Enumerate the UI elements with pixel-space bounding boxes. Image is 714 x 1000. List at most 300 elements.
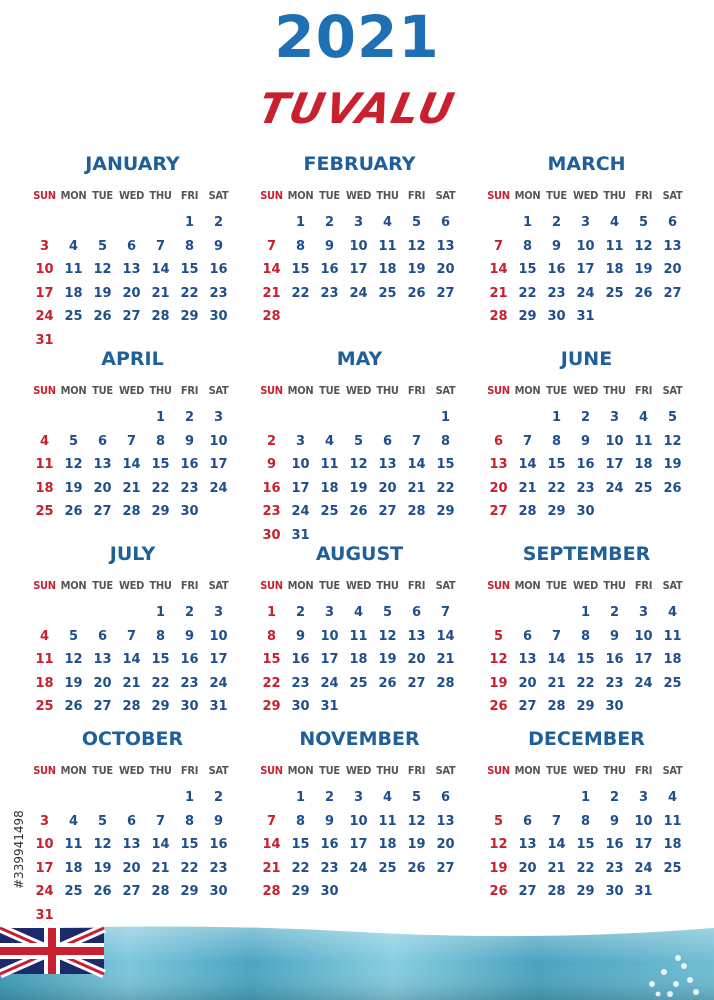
day-cell: 15 xyxy=(291,837,310,852)
day-cell: 6 xyxy=(411,605,422,620)
day-cell: 8 xyxy=(295,813,306,829)
day-cell: 12 xyxy=(64,652,83,667)
day-cell: 9 xyxy=(295,628,306,644)
weekday-header-tue: TUE xyxy=(92,189,113,202)
day-cell: 14 xyxy=(547,837,566,852)
month-name: NOVEMBER xyxy=(299,728,420,750)
day-cell: 15 xyxy=(518,262,537,277)
day-cell: 15 xyxy=(180,837,199,852)
day-cell: 18 xyxy=(64,285,83,301)
day-cell: 21 xyxy=(436,652,455,667)
day-cell: 8 xyxy=(184,813,195,829)
day-cell: 15 xyxy=(291,262,310,277)
day-cell: 23 xyxy=(605,860,624,876)
day-cell: 27 xyxy=(407,675,426,691)
day-cell: 12 xyxy=(407,238,426,254)
day-cell: 28 xyxy=(547,884,566,899)
day-cell: 27 xyxy=(378,504,397,519)
day-cell: 3 xyxy=(580,215,591,230)
day-cell: 30 xyxy=(605,699,624,714)
day-cell: 23 xyxy=(320,285,339,301)
day-cell: 7 xyxy=(126,628,137,644)
day-cell: 24 xyxy=(35,309,54,324)
weekday-header-thu: THU xyxy=(376,764,399,777)
weekday-header-thu: THU xyxy=(603,189,626,202)
day-cell: 9 xyxy=(580,433,591,449)
day-cell: 26 xyxy=(93,884,112,899)
weekday-header-fri: FRI xyxy=(634,764,653,777)
day-cell: 1 xyxy=(580,605,591,620)
day-cell: 29 xyxy=(291,884,310,899)
day-cell: 10 xyxy=(209,433,228,449)
day-cell: 11 xyxy=(634,433,653,449)
day-cell: 30 xyxy=(576,504,595,519)
day-cell: 1 xyxy=(580,790,591,805)
day-cell: 27 xyxy=(436,285,455,301)
day-cell: 6 xyxy=(97,433,108,449)
day-cell: 22 xyxy=(180,860,199,876)
day-cell: 13 xyxy=(93,652,112,667)
day-cell: 7 xyxy=(266,813,277,829)
day-cell: 27 xyxy=(93,504,112,519)
weekday-header-sat: SAT xyxy=(435,579,456,592)
day-cell: 12 xyxy=(407,813,426,829)
weekday-header-sat: SAT xyxy=(435,189,456,202)
day-cell: 9 xyxy=(609,813,620,829)
day-cell: 1 xyxy=(184,790,195,805)
weekday-header-wed: WED xyxy=(119,189,144,202)
day-cell: 2 xyxy=(580,410,591,425)
day-cell: 22 xyxy=(291,285,310,301)
day-cell: 19 xyxy=(93,860,112,876)
day-cell: 20 xyxy=(518,675,537,691)
day-cell: 24 xyxy=(209,480,228,496)
day-cell: 14 xyxy=(407,457,426,472)
day-cell: 23 xyxy=(262,504,281,519)
day-cell: 5 xyxy=(97,238,108,254)
day-cell: 10 xyxy=(35,262,54,277)
country-title: TUVALU xyxy=(254,84,461,133)
day-cell: 11 xyxy=(64,837,83,852)
day-cell: 22 xyxy=(436,480,455,496)
day-cell: 30 xyxy=(209,884,228,899)
day-cell: 25 xyxy=(634,480,653,496)
day-cell: 11 xyxy=(349,628,368,644)
day-cell: 19 xyxy=(489,675,508,691)
day-cell: 1 xyxy=(440,410,451,425)
day-cell: 19 xyxy=(407,837,426,852)
weekday-header-tue: TUE xyxy=(546,189,567,202)
day-cell: 5 xyxy=(97,813,108,829)
day-cell: 22 xyxy=(576,860,595,876)
day-cell: 1 xyxy=(184,215,195,230)
stock-id-watermark: #339941498 xyxy=(12,810,26,890)
day-cell: 10 xyxy=(320,628,339,644)
day-cell: 2 xyxy=(213,790,224,805)
weekday-header-sat: SAT xyxy=(208,764,229,777)
day-cell: 16 xyxy=(320,837,339,852)
day-cell: 16 xyxy=(209,837,228,852)
day-cell: 10 xyxy=(209,628,228,644)
day-cell: 22 xyxy=(151,480,170,496)
day-cell: 23 xyxy=(576,480,595,496)
day-cell: 25 xyxy=(663,860,682,876)
day-cell: 16 xyxy=(209,262,228,277)
weekday-header-thu: THU xyxy=(603,579,626,592)
day-cell: 17 xyxy=(209,457,228,472)
weekday-header-sun: SUN xyxy=(487,189,510,202)
weekday-header-mon: MON xyxy=(287,189,314,202)
day-cell: 11 xyxy=(663,628,682,644)
day-cell: 13 xyxy=(378,457,397,472)
day-cell: 21 xyxy=(547,675,566,691)
day-cell: 11 xyxy=(605,238,624,254)
weekday-header-tue: TUE xyxy=(546,764,567,777)
day-cell: 29 xyxy=(151,699,170,714)
day-cell: 16 xyxy=(180,652,199,667)
weekday-header-wed: WED xyxy=(346,579,371,592)
day-cell: 21 xyxy=(122,480,141,496)
day-cell: 10 xyxy=(35,837,54,852)
day-cell: 7 xyxy=(155,238,166,254)
day-cell: 15 xyxy=(547,457,566,472)
day-cell: 16 xyxy=(262,480,281,496)
day-cell: 30 xyxy=(320,884,339,899)
day-cell: 8 xyxy=(184,238,195,254)
weekday-header-sat: SAT xyxy=(208,189,229,202)
weekday-header-thu: THU xyxy=(149,384,172,397)
day-cell: 24 xyxy=(209,675,228,691)
day-cell: 18 xyxy=(320,480,339,496)
weekday-header-tue: TUE xyxy=(319,189,340,202)
day-cell: 23 xyxy=(320,860,339,876)
day-cell: 5 xyxy=(382,605,393,620)
day-cell: 6 xyxy=(97,628,108,644)
weekday-header-mon: MON xyxy=(287,764,314,777)
day-cell: 4 xyxy=(68,813,79,829)
month-name: JULY xyxy=(109,543,156,565)
day-cell: 22 xyxy=(151,675,170,691)
weekday-header-tue: TUE xyxy=(319,384,340,397)
weekday-header-wed: WED xyxy=(119,579,144,592)
day-cell: 18 xyxy=(64,860,83,876)
month-name: FEBRUARY xyxy=(303,153,416,175)
weekday-header-mon: MON xyxy=(514,384,541,397)
weekday-header-thu: THU xyxy=(149,579,172,592)
day-cell: 3 xyxy=(353,215,364,230)
day-cell: 1 xyxy=(295,790,306,805)
day-cell: 19 xyxy=(663,457,682,472)
day-cell: 25 xyxy=(378,285,397,301)
day-cell: 20 xyxy=(663,262,682,277)
day-cell: 18 xyxy=(663,837,682,852)
day-cell: 6 xyxy=(522,813,533,829)
day-cell: 10 xyxy=(349,238,368,254)
weekday-header-wed: WED xyxy=(346,764,371,777)
weekday-header-thu: THU xyxy=(603,764,626,777)
day-cell: 12 xyxy=(663,433,682,449)
weekday-header-sun: SUN xyxy=(260,579,283,592)
day-cell: 27 xyxy=(122,309,141,324)
weekday-header-tue: TUE xyxy=(319,579,340,592)
day-cell: 4 xyxy=(609,215,620,230)
month-name: MARCH xyxy=(547,153,626,175)
day-cell: 12 xyxy=(93,262,112,277)
day-cell: 30 xyxy=(291,699,310,714)
weekday-header-mon: MON xyxy=(60,579,87,592)
day-cell: 31 xyxy=(291,527,310,543)
weekday-header-tue: TUE xyxy=(92,764,113,777)
day-cell: 7 xyxy=(551,628,562,644)
day-cell: 7 xyxy=(522,433,533,449)
day-cell: 26 xyxy=(64,699,83,714)
day-cell: 29 xyxy=(576,884,595,899)
weekday-header-sun: SUN xyxy=(487,579,510,592)
weekday-header-fri: FRI xyxy=(407,764,426,777)
day-cell: 2 xyxy=(184,605,195,620)
weekday-header-tue: TUE xyxy=(319,764,340,777)
day-cell: 1 xyxy=(551,410,562,425)
day-cell: 20 xyxy=(378,480,397,496)
weekday-header-fri: FRI xyxy=(180,764,199,777)
day-cell: 14 xyxy=(122,457,141,472)
day-cell: 1 xyxy=(522,215,533,230)
month-name: DECEMBER xyxy=(528,728,645,750)
day-cell: 3 xyxy=(213,410,224,425)
day-cell: 15 xyxy=(151,457,170,472)
weekday-header-sat: SAT xyxy=(435,384,456,397)
weekday-header-mon: MON xyxy=(60,764,87,777)
day-cell: 5 xyxy=(68,433,79,449)
month-july xyxy=(30,540,235,730)
day-cell: 29 xyxy=(518,309,537,324)
day-cell: 18 xyxy=(605,262,624,277)
month-december xyxy=(484,725,689,915)
day-cell: 24 xyxy=(349,860,368,876)
day-cell: 3 xyxy=(324,605,335,620)
day-cell: 17 xyxy=(320,652,339,667)
day-cell: 14 xyxy=(489,262,508,277)
day-cell: 7 xyxy=(493,238,504,254)
day-cell: 3 xyxy=(638,790,649,805)
calendar-year: 2021 xyxy=(274,3,440,71)
day-cell: 19 xyxy=(64,675,83,691)
day-cell: 11 xyxy=(663,813,682,829)
day-cell: 15 xyxy=(576,837,595,852)
month-april xyxy=(30,345,235,535)
day-cell: 8 xyxy=(155,433,166,449)
day-cell: 30 xyxy=(209,309,228,324)
day-cell: 20 xyxy=(93,480,112,496)
day-cell: 18 xyxy=(634,457,653,472)
day-cell: 25 xyxy=(35,504,54,519)
day-cell: 13 xyxy=(407,628,426,644)
day-cell: 23 xyxy=(180,675,199,691)
day-cell: 16 xyxy=(291,652,310,667)
weekday-header-sat: SAT xyxy=(662,384,683,397)
month-november xyxy=(257,725,462,915)
day-cell: 5 xyxy=(493,813,504,829)
day-cell: 27 xyxy=(122,884,141,899)
day-cell: 14 xyxy=(151,837,170,852)
day-cell: 25 xyxy=(320,504,339,519)
day-cell: 22 xyxy=(576,675,595,691)
day-cell: 7 xyxy=(126,433,137,449)
day-cell: 13 xyxy=(436,238,455,254)
weekday-header-mon: MON xyxy=(514,189,541,202)
day-cell: 20 xyxy=(122,860,141,876)
month-name: MAY xyxy=(336,348,383,370)
day-cell: 9 xyxy=(266,457,277,472)
day-cell: 1 xyxy=(155,410,166,425)
day-cell: 15 xyxy=(180,262,199,277)
day-cell: 15 xyxy=(576,652,595,667)
day-cell: 11 xyxy=(64,262,83,277)
day-cell: 24 xyxy=(605,480,624,496)
day-cell: 17 xyxy=(349,262,368,277)
day-cell: 31 xyxy=(209,699,228,714)
day-cell: 25 xyxy=(605,285,624,301)
day-cell: 3 xyxy=(39,238,50,254)
day-cell: 23 xyxy=(180,480,199,496)
day-cell: 28 xyxy=(122,504,141,519)
day-cell: 10 xyxy=(291,457,310,472)
day-cell: 2 xyxy=(213,215,224,230)
day-cell: 30 xyxy=(547,309,566,324)
day-cell: 1 xyxy=(155,605,166,620)
day-cell: 19 xyxy=(349,480,368,496)
day-cell: 27 xyxy=(489,504,508,519)
day-cell: 7 xyxy=(440,605,451,620)
day-cell: 7 xyxy=(266,238,277,254)
weekday-header-mon: MON xyxy=(287,384,314,397)
day-cell: 31 xyxy=(35,907,54,923)
month-august xyxy=(257,540,462,730)
day-cell: 20 xyxy=(122,285,141,301)
day-cell: 18 xyxy=(349,652,368,667)
weekday-header-sun: SUN xyxy=(33,579,56,592)
day-cell: 28 xyxy=(122,699,141,714)
day-cell: 29 xyxy=(576,699,595,714)
day-cell: 21 xyxy=(407,480,426,496)
day-cell: 28 xyxy=(151,884,170,899)
day-cell: 3 xyxy=(295,433,306,449)
month-name: SEPTEMBER xyxy=(522,543,651,565)
day-cell: 25 xyxy=(663,675,682,691)
day-cell: 20 xyxy=(489,480,508,496)
weekday-header-thu: THU xyxy=(376,579,399,592)
day-cell: 1 xyxy=(295,215,306,230)
weekday-header-mon: MON xyxy=(514,579,541,592)
weekday-header-fri: FRI xyxy=(634,579,653,592)
day-cell: 2 xyxy=(266,433,277,449)
weekday-header-sun: SUN xyxy=(487,764,510,777)
day-cell: 8 xyxy=(551,433,562,449)
day-cell: 4 xyxy=(667,605,678,620)
day-cell: 6 xyxy=(382,433,393,449)
day-cell: 13 xyxy=(122,837,141,852)
day-cell: 7 xyxy=(411,433,422,449)
day-cell: 29 xyxy=(547,504,566,519)
month-name: JUNE xyxy=(560,348,613,370)
day-cell: 6 xyxy=(440,790,451,805)
day-cell: 14 xyxy=(436,628,455,644)
weekday-header-tue: TUE xyxy=(92,579,113,592)
weekday-header-mon: MON xyxy=(60,384,87,397)
day-cell: 22 xyxy=(180,285,199,301)
day-cell: 17 xyxy=(634,652,653,667)
day-cell: 29 xyxy=(180,884,199,899)
day-cell: 3 xyxy=(39,813,50,829)
day-cell: 2 xyxy=(609,790,620,805)
weekday-header-wed: WED xyxy=(346,189,371,202)
day-cell: 4 xyxy=(68,238,79,254)
day-cell: 18 xyxy=(378,262,397,277)
day-cell: 15 xyxy=(151,652,170,667)
day-cell: 20 xyxy=(518,860,537,876)
day-cell: 13 xyxy=(122,262,141,277)
day-cell: 30 xyxy=(262,527,281,543)
day-cell: 22 xyxy=(262,675,281,691)
day-cell: 16 xyxy=(180,457,199,472)
day-cell: 5 xyxy=(411,790,422,805)
day-cell: 17 xyxy=(209,652,228,667)
union-jack-icon xyxy=(0,928,104,974)
day-cell: 10 xyxy=(349,813,368,829)
day-cell: 8 xyxy=(295,238,306,254)
weekday-header-thu: THU xyxy=(149,189,172,202)
tuvalu-flag-banner xyxy=(0,922,714,1000)
day-cell: 13 xyxy=(93,457,112,472)
day-cell: 4 xyxy=(667,790,678,805)
day-cell: 13 xyxy=(663,238,682,254)
weekday-header-wed: WED xyxy=(119,384,144,397)
day-cell: 7 xyxy=(551,813,562,829)
day-cell: 1 xyxy=(266,605,277,620)
weekday-header-wed: WED xyxy=(346,384,371,397)
month-name: JANUARY xyxy=(85,153,180,175)
weekday-header-sun: SUN xyxy=(33,189,56,202)
day-cell: 6 xyxy=(493,433,504,449)
day-cell: 2 xyxy=(324,215,335,230)
day-cell: 2 xyxy=(324,790,335,805)
day-cell: 12 xyxy=(349,457,368,472)
day-cell: 12 xyxy=(634,238,653,254)
day-cell: 31 xyxy=(35,332,54,348)
day-cell: 29 xyxy=(180,309,199,324)
day-cell: 16 xyxy=(576,457,595,472)
day-cell: 9 xyxy=(324,238,335,254)
day-cell: 2 xyxy=(184,410,195,425)
day-cell: 24 xyxy=(320,675,339,691)
day-cell: 21 xyxy=(262,860,281,876)
weekday-header-wed: WED xyxy=(573,384,598,397)
day-cell: 14 xyxy=(262,262,281,277)
day-cell: 4 xyxy=(39,628,50,644)
day-cell: 19 xyxy=(93,285,112,301)
day-cell: 31 xyxy=(576,309,595,324)
weekday-header-thu: THU xyxy=(149,764,172,777)
day-cell: 22 xyxy=(518,285,537,301)
day-cell: 9 xyxy=(213,238,224,254)
day-cell: 8 xyxy=(580,628,591,644)
day-cell: 17 xyxy=(605,457,624,472)
day-cell: 28 xyxy=(262,309,281,324)
day-cell: 3 xyxy=(609,410,620,425)
weekday-header-thu: THU xyxy=(376,384,399,397)
day-cell: 12 xyxy=(93,837,112,852)
weekday-header-fri: FRI xyxy=(180,579,199,592)
